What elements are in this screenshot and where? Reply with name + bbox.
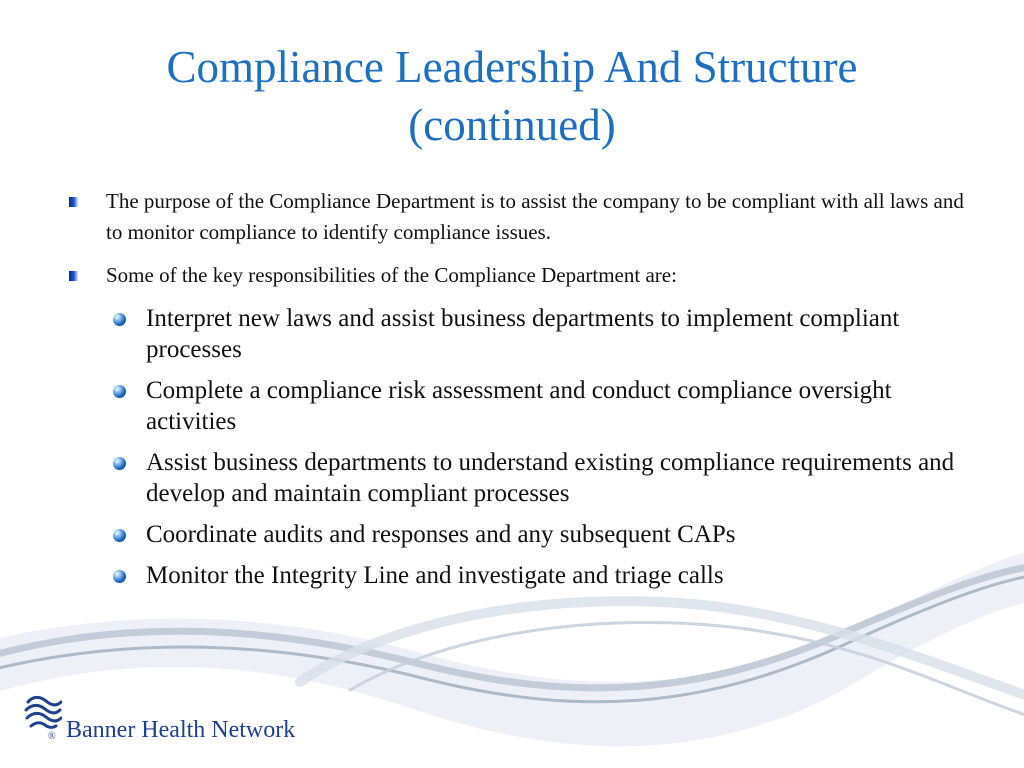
- sub-bullet-text: Complete a compliance risk assessment and conduct compliance oversight activities: [146, 377, 892, 435]
- registered-mark: ®: [48, 731, 56, 742]
- title-line-1: Compliance Leadership And Structure: [166, 42, 858, 92]
- banner-health-network-logo: [24, 694, 354, 752]
- bullet-text: Some of the key responsibilities of the Compliance Department are:: [106, 263, 677, 287]
- round-bullet-icon: [113, 313, 126, 326]
- banner-wave-icon: [24, 694, 62, 742]
- sub-bullet-text: Assist business departments to understand existing compliance requirements and develop and maintain compliant processes: [146, 449, 955, 507]
- sub-bullet-text: Monitor the Integrity Line and investigate and triage calls: [146, 562, 724, 589]
- round-bullet-icon: [113, 529, 126, 542]
- slide-title: [80, 38, 944, 154]
- sub-bullet-item: [112, 375, 966, 437]
- square-bullet-icon: [69, 197, 78, 207]
- bullet-item: [66, 260, 966, 291]
- sub-bullet-text: Coordinate audits and responses and any subsequent CAPs: [146, 521, 736, 548]
- content-list: [66, 186, 966, 601]
- logo-text: Banner Health Network: [66, 717, 296, 743]
- title-line-2: (continued): [408, 100, 616, 150]
- sub-bullet-item: [112, 447, 966, 509]
- bullet-item: [66, 186, 966, 248]
- round-bullet-icon: [113, 385, 126, 398]
- round-bullet-icon: [113, 457, 126, 470]
- round-bullet-icon: [113, 570, 126, 583]
- sub-bullet-text: Interpret new laws and assist business departments to implement compliant processes: [146, 305, 900, 363]
- sub-bullet-item: [112, 519, 966, 550]
- sub-bullet-item: [112, 303, 966, 365]
- sub-bullet-item: [112, 560, 966, 591]
- square-bullet-icon: [69, 271, 78, 281]
- bullet-text: The purpose of the Compliance Department is to assist the company to be compliant with all laws and to monitor compliance to identify compliance issues.: [106, 189, 964, 244]
